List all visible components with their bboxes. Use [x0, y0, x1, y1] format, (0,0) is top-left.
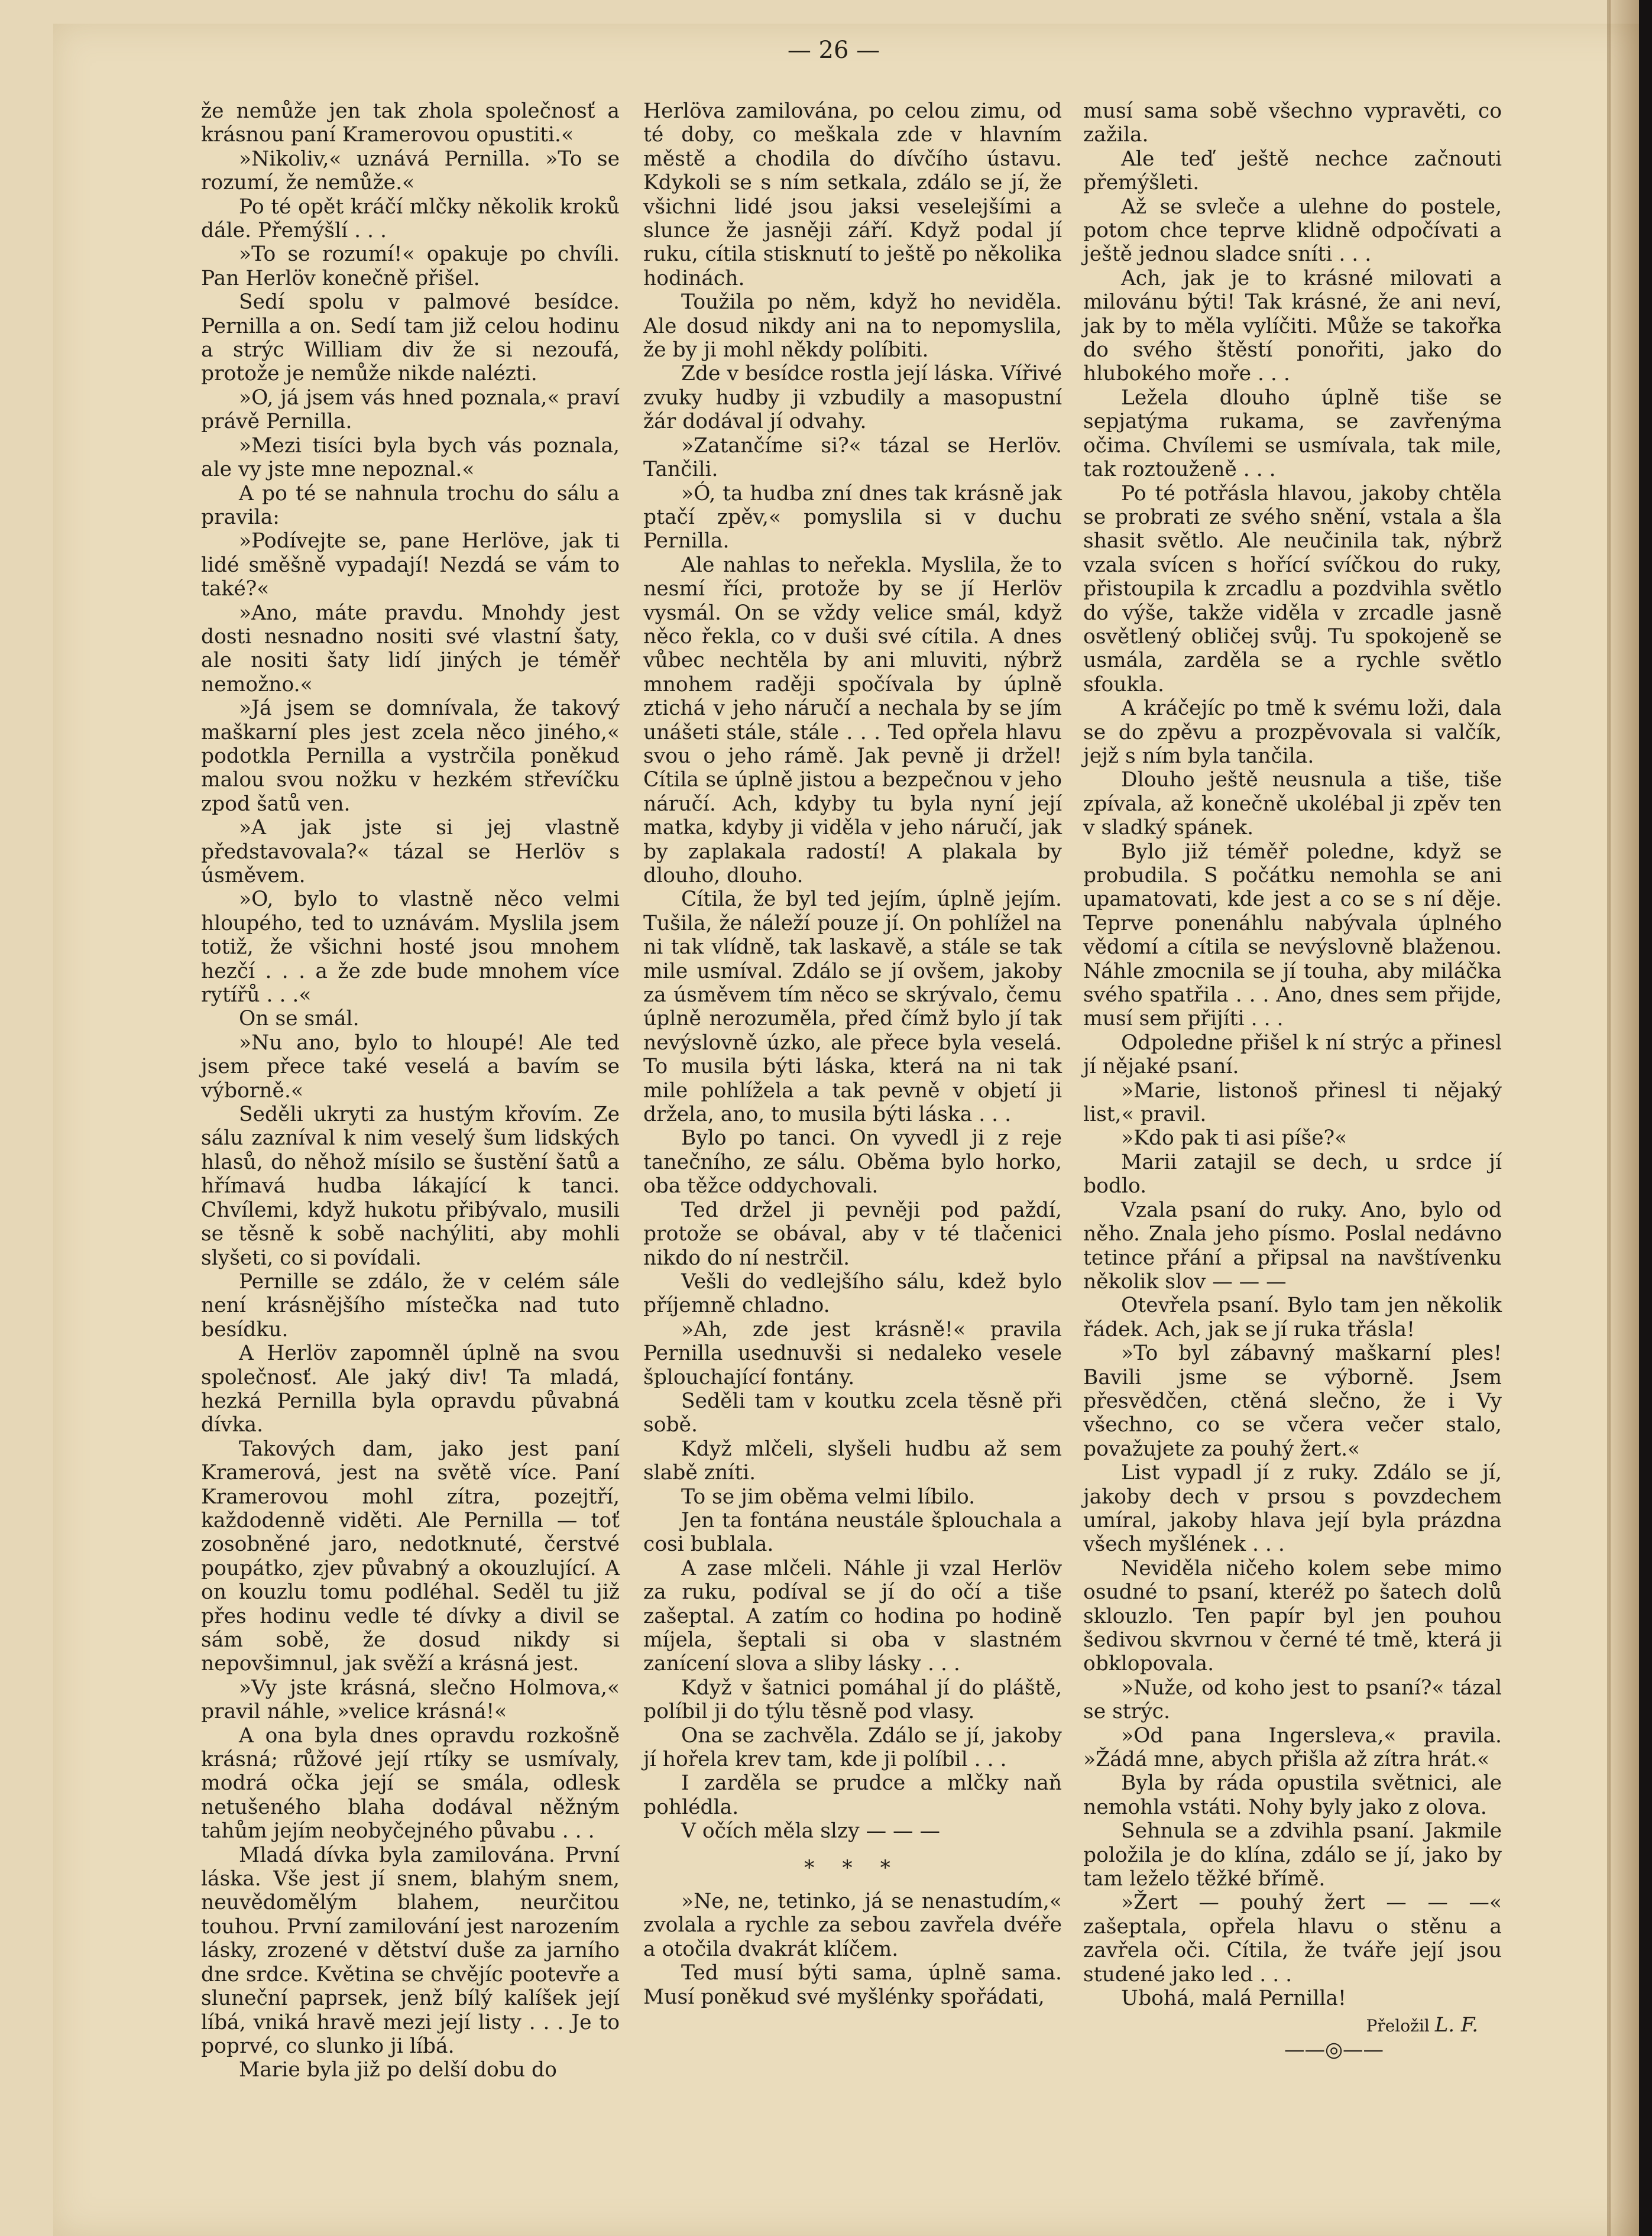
paragraph: Po té potřásla hlavou, jakoby chtěla se probrati ze svého snění, vstala a šla shasit světlo. Ale neučinila tak, nýbrž vzala svícen s hořící svíčkou do ruky, přistoupila k zrcadlu a pozdvihla světlo do výše, takže viděla v zrcadle jasně osvětlený obličej svůj. Tu spokojeně se usmála, zarděla se a rychle světlo sfoukla.	[1083, 481, 1502, 696]
paragraph: Neviděla ničeho kolem sebe mimo osudné to psaní, kteréž po šatech dolů sklouzlo. Ten papír byl jen pouhou šedivou skvrnou v černé té tmě, která ji obklopovala.	[1083, 1556, 1502, 1676]
paragraph: »Zatančíme si?« tázal se Herlöv. Tančili.	[643, 433, 1062, 482]
paragraph: Vešli do vedlejšího sálu, kdež bylo příjemně chladno.	[643, 1269, 1062, 1318]
paragraph: Ach, jak je to krásné milovati a milovánu býti! Tak krásné, že ani neví, jak by to měla vylíčiti. Může se takořka do svého štěstí ponořiti, jako do hlubokého moře . . .	[1083, 266, 1502, 386]
paragraph: »Já jsem se domnívala, že takový maškarní ples jest zcela něco jiného,« podotkla Pernilla a vystrčila poněkud malou svou nožku v hezkém střevíčku zpod šatů ven.	[201, 696, 620, 816]
text-column-3	[1083, 99, 1502, 2068]
paragraph: Jen ta fontána neustále šplouchala a cosi bublala.	[643, 1508, 1062, 1557]
paragraph: Bylo po tanci. On vyvedl ji z reje tanečního, ze sálu. Oběma bylo horko, oba těžce oddychovali.	[643, 1126, 1062, 1198]
paragraph: »O, bylo to vlastně něco velmi hloupého, ted to uznávám. Myslila jsem totiž, že všichni hosté jsou mnohem hezčí . . . a že zde bude mnohem více rytířů . . .«	[201, 887, 620, 1007]
paragraph: Byla by ráda opustila světnici, ale nemohla vstáti. Nohy byly jako z olova.	[1083, 1771, 1502, 1819]
section-break: * * *	[804, 1856, 901, 1880]
paragraph: Seděli ukryti za hustým křovím. Ze sálu zazníval k nim veselý šum lidských hlasů, do něhož mísilo se šustění šatů a hřímavá hudba lákající k tanci. Chvílemi, když hukotu přibývalo, musili se těsně k sobě nachýliti, aby mohli slyšeti, co si povídali.	[201, 1103, 620, 1270]
paragraph: že nemůže jen tak zhola společnosť a krásnou paní Kramerovou opustiti.«	[201, 99, 620, 147]
paragraph: Marii zatajil se dech, u srdce jí bodlo.	[1083, 1150, 1502, 1198]
paragraph: Mladá dívka byla zamilována. První láska. Vše jest jí snem, blahým snem, neuvědomělým blahem, neurčitou touhou. První zamilování jest narozením lásky, zrozené v dětství duše za jarního dne srdce. Květina se chvějíc pootevře a sluneční paprsek, jenž bílý kalíšek její líbá, vniká hravě mezi její listy . . . Je to poprvé, co slunko ji líbá.	[201, 1843, 620, 2058]
paragraph: »Nikoliv,« uznává Pernilla. »To se rozumí, že nemůže.«	[201, 147, 620, 195]
paragraph: »To se rozumí!« opakuje po chvíli. Pan Herlöv konečně přišel.	[201, 242, 620, 290]
paragraph: Marie byla již po delší dobu do	[239, 2058, 557, 2082]
paragraph: »A jak jste si jej vlastně představovala?« tázal se Herlöv s úsměvem.	[201, 816, 620, 887]
paragraph: Ale nahlas to neřekla. Myslila, že to nesmí říci, protože by se jí Herlöv vysmál. On se vždy velice smál, když něco řekla, co v duši své cítila. A dnes vůbec nechtěla by ani mluviti, nýbrž mnohem raději spočívala by úplně ztichá v jeho náručí a nechala by se jím unášeti stále, stále . . . Ted opřela hlavu svou o jeho rámě. Jak pevně ji držel! Cítila se úplně jistou a bezpečnou v jeho náručí. Ach, kdyby tu byla nyní její matka, kdyby ji viděla v jeho náručí, jak by zaplakala radostí! A plakala by dlouho, dlouho.	[643, 553, 1062, 887]
paragraph: »O, já jsem vás hned poznala,« praví právě Pernilla.	[201, 385, 620, 434]
text-column-1	[201, 99, 620, 2082]
paragraph: Ted držel ji pevněji pod paždí, protože se obával, aby v té tlačenici nikdo do ní nestrčil.	[643, 1198, 1062, 1270]
paragraph: Odpoledne přišel k ní strýc a přinesl jí nějaké psaní.	[1083, 1030, 1502, 1079]
end-ornament: ——◎——	[1284, 2037, 1384, 2062]
paragraph: Toužila po něm, když ho neviděla. Ale dosud nikdy ani na to nepomyslila, že by ji mohl někdy políbiti.	[643, 290, 1062, 362]
paragraph: »Nu ano, bylo to hloupé! Ale ted jsem přece také veselá a bavím se výborně.«	[201, 1030, 620, 1103]
translator-initials: L. F.	[1434, 2013, 1478, 2037]
paragraph: Až se svleče a ulehne do postele, potom chce teprve klidně odpočívati a ještě jednou sladce sníti . . .	[1083, 195, 1502, 267]
paragraph: »Vy jste krásná, slečno Holmova,« pravil náhle, »velice krásná!«	[201, 1676, 620, 1724]
paragraph: Dlouho ještě neusnula a tiše, tiše zpívala, až konečně ukolébal ji zpěv ten v sladký spánek.	[1083, 768, 1502, 840]
text-column-2	[643, 99, 1062, 2068]
paragraph: »Mezi tisíci byla bych vás poznala, ale vy jste mne nepoznal.«	[201, 433, 620, 482]
translator-label: Přeložil	[1366, 2015, 1430, 2036]
page-number: — 26 —	[787, 37, 880, 64]
page-edge-dark	[1639, 0, 1652, 2236]
paragraph: Cítila, že byl ted jejím, úplně jejím. Tušila, že náleží pouze jí. On pohlížel na ni tak vlídně, tak laskavě, a stále se tak mile usmíval. Zdálo se jí ovšem, jakoby za úsměvem tím něco se skrývalo, čemu úplně nerozuměla, před čímž bylo jí tak nevýslovně úzko, ale přece byla veselá. To musila býti láska, která na ni tak mile pohlížela a tak pevně v objetí ji držela, ano, to musila býti láska . . .	[643, 887, 1062, 1127]
paragraph: musí sama sobě všechno vypravěti, co zažila.	[1083, 99, 1502, 147]
paragraph: To se jim oběma velmi líbilo.	[681, 1485, 976, 1509]
paragraph: Bylo již téměř poledne, když se probudila. S počátku nemohla se ani upamatovati, kde jest a co se s ní děje. Teprve ponenáhlu nabývala úplného vědomí a cítila se nevýslovně blaženou. Náhle zmocnila se jí touha, aby miláčka svého spatřila . . . Ano, dnes sem přijde, musí sem přijíti . . .	[1083, 840, 1502, 1031]
paragraph: »Podívejte se, pane Herlöve, jak ti lidé směšně vypadají! Nezdá se vám to také?«	[201, 529, 620, 601]
paragraph: I zarděla se prudce a mlčky naň pohlédla.	[643, 1771, 1062, 1819]
paragraph: V očích měla slzy — — —	[681, 1819, 941, 1843]
paragraph: »Od pana Ingersleva,« pravila. »Žádá mne, abych přišla až zítra hrát.«	[1083, 1723, 1502, 1772]
paragraph: Ležela dlouho úplně tiše se sepjatýma rukama, se zavřenýma očima. Chvílemi se usmívala, tak mile, tak roztouženě . . .	[1083, 385, 1502, 482]
paragraph: Ale teď ještě nechce začnouti přemýšleti.	[1083, 147, 1502, 195]
page-edge-shadow	[1609, 0, 1639, 2236]
paragraph: »Ah, zde jest krásně!« pravila Pernilla usednuvši si nedaleko vesele šplouchající fontány.	[643, 1317, 1062, 1389]
paragraph: Po té opět kráčí mlčky několik kroků dále. Přemýšlí . . .	[201, 195, 620, 243]
paragraph: A ona byla dnes opravdu rozkošně krásná; růžové její rtíky se usmívaly, modrá očka její se smála, odlesk netušeného blaha dodával něžným tahům jejím neobyčejného půvabu . . .	[201, 1723, 620, 1843]
paragraph: »Marie, listonoš přinesl ti nějaký list,« pravil.	[1083, 1078, 1502, 1127]
paragraph: Sedí spolu v palmové besídce. Pernilla a on. Sedí tam již celou hodinu a strýc William div že si nezoufá, protože je nemůže nikde nalézti.	[201, 290, 620, 386]
paragraph: A Herlöv zapomněl úplně na svou společnosť. Ale jaký div! Ta mladá, hezká Pernilla byla opravdu půvabná dívka.	[201, 1341, 620, 1437]
paragraph: Seděli tam v koutku zcela těsně při sobě.	[643, 1389, 1062, 1437]
paragraph: Zde v besídce rostla její láska. Vířivé zvuky hudby ji vzbudily a masopustní žár dodával jí odvahy.	[643, 362, 1062, 434]
paragraph: »Kdo pak ti asi píše?«	[1121, 1126, 1347, 1151]
paragraph: »Ó, ta hudba zní dnes tak krásně jak ptačí zpěv,« pomyslila si v duchu Pernilla.	[643, 481, 1062, 553]
paragraph: A zase mlčeli. Náhle ji vzal Herlöv za ruku, podíval se jí do očí a tiše zašeptal. A zatím co hodina po hodině míjela, šeptali si oba v slastném zanícení slova a sliby lásky . . .	[643, 1556, 1062, 1676]
paragraph: Sehnula se a zdvihla psaní. Jakmile položila je do klína, zdálo se jí, jako by tam leželo těžké břímě.	[1083, 1819, 1502, 1891]
paragraph: List vypadl jí z ruky. Zdálo se jí, jakoby dech v prsou s povzdechem umíral, jakoby hlava její byla prázdna všech myšlének . . .	[1083, 1461, 1502, 1557]
paragraph: Takových dam, jako jest paní Kramerová, jest na světě více. Paní Kramerovou mohl zítra, pozejtří, každodenně viděti. Ale Pernilla — toť zosobněné jaro, nedotknuté, čerstvé poupátko, zjev půvabný a okouzlující. A on kouzlu tomu podléhal. Seděl tu již přes hodinu vedle té dívky a divil se sám sobě, že dosud nikdy si nepovšimnul, jak svěží a krásná jest.	[201, 1437, 620, 1676]
paragraph: Ona se zachvěla. Zdálo se jí, jakoby jí hořela krev tam, kde ji políbil . . .	[643, 1723, 1062, 1772]
paragraph: »Ne, ne, tetinko, já se nenastudím,« zvolala a rychle za sebou zavřela dvéře a otočila dvakrát klíčem.	[643, 1890, 1062, 1961]
paragraph: A po té se nahnula trochu do sálu a pravila:	[201, 481, 620, 529]
paragraph: Ted musí býti sama, úplně sama. Musí poněkud své myšlénky spořádati,	[643, 1961, 1062, 2009]
paragraph: On se smál.	[239, 1007, 359, 1031]
paragraph: Otevřela psaní. Bylo tam jen několik řádek. Ach, jak se jí ruka třásla!	[1083, 1294, 1502, 1341]
paragraph: Pernille se zdálo, že v celém sále není krásnějšího místečka nad tuto besídku.	[201, 1269, 620, 1341]
paragraph: »Žert — pouhý žert — — —« zašeptala, opřela hlavu o stěnu a zavřela oči. Cítila, že tváře její jsou studené jako led . . .	[1083, 1891, 1502, 1987]
paragraph: »Nuže, od koho jest to psaní?« tázal se strýc.	[1083, 1676, 1502, 1724]
paragraph: Když mlčeli, slyšeli hudbu až sem slabě zníti.	[643, 1437, 1062, 1485]
paragraph: Když v šatnici pomáhal jí do pláště, políbil ji do týlu těsně pod vlasy.	[643, 1676, 1062, 1724]
paragraph: Vzala psaní do ruky. Ano, bylo od něho. Znala jeho písmo. Poslal nedávno tetince přání a připsal na navštívenku několik slov — — —	[1083, 1198, 1502, 1294]
paragraph: »Ano, máte pravdu. Mnohdy jest dosti nesnadno nositi své vlastní šaty, ale nositi šaty lidí jiných je téměř nemožno.«	[201, 601, 620, 696]
translator-signature	[1083, 2013, 1502, 2038]
paragraph: A kráčejíc po tmě k svému loži, dala se do zpěvu a prozpěvovala si valčík, jejž s ním byla tančila.	[1083, 696, 1502, 768]
paragraph: »To byl zábavný maškarní ples! Bavili jsme se výborně. Jsem přesvědčen, ctěná slečno, že i Vy všechno, co se včera večer stalo, považujete za pouhý žert.«	[1083, 1341, 1502, 1461]
paragraph: Herlöva zamilována, po celou zimu, od té doby, co meškala zde v hlavním městě a chodila do dívčího ústavu. Kdykoli se s ním setkala, zdálo se jí, že všichni lidé jsou jaksi veselejšími a slunce že jasněji září. Když podal jí ruku, cítila stisknutí to ještě po několika hodinách.	[643, 99, 1062, 290]
paragraph: Ubohá, malá Pernilla!	[1121, 1987, 1346, 2011]
